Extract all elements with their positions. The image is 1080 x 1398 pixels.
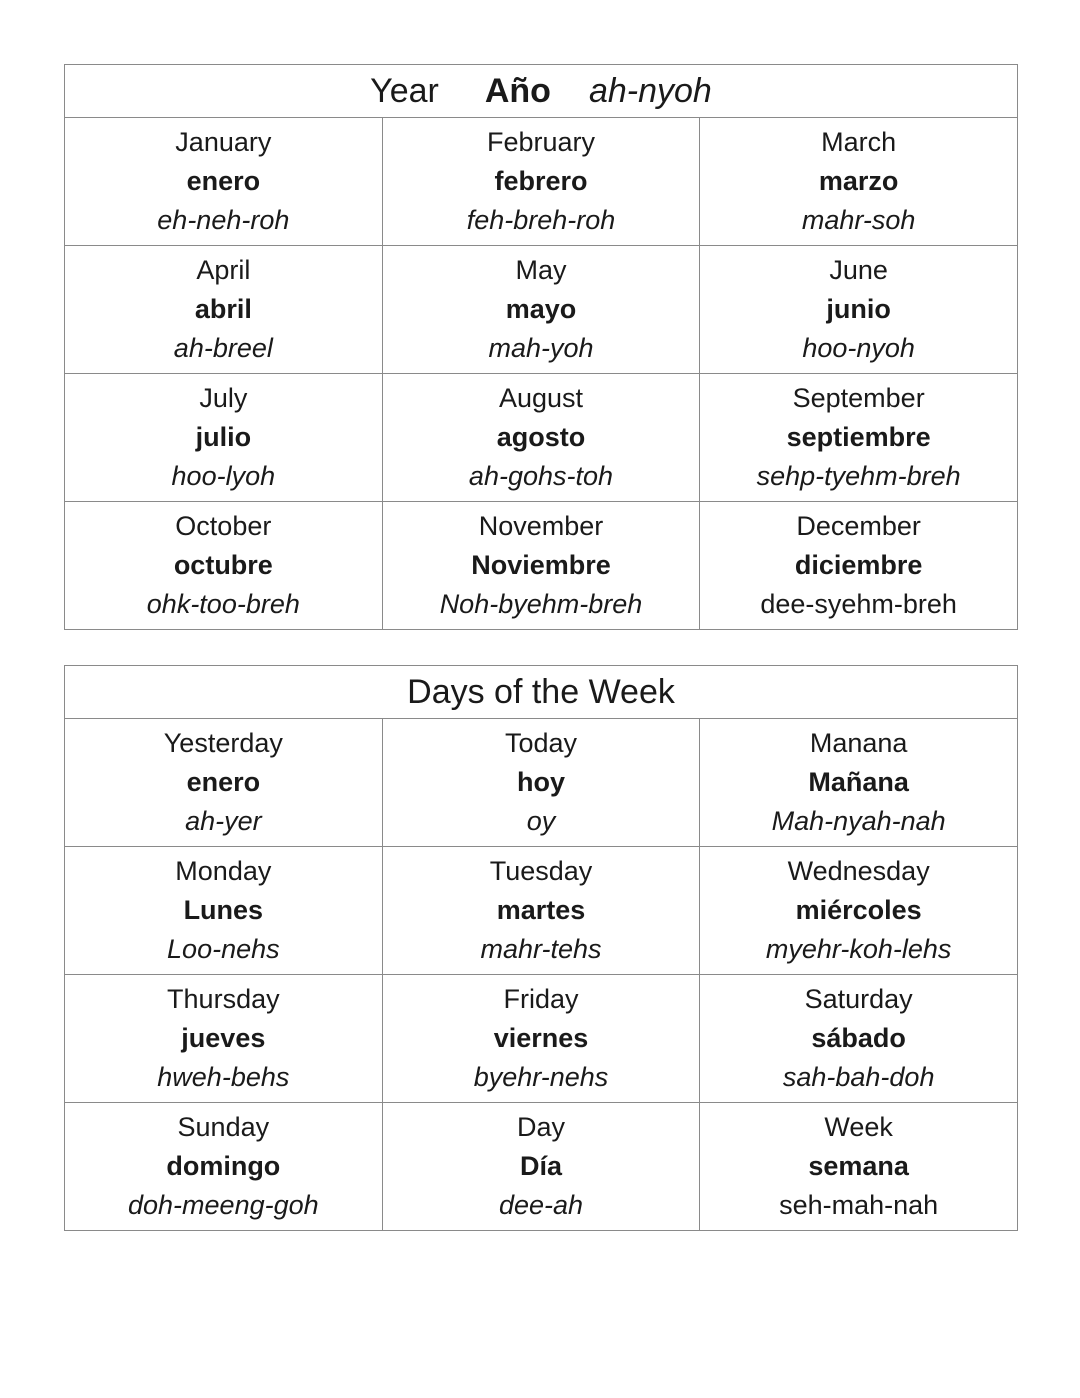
word-cell (382, 246, 700, 374)
days-row (65, 847, 1018, 975)
spanish-word: diciembre (794, 550, 923, 580)
word-cell (700, 374, 1018, 502)
spanish-word: mayo (505, 294, 577, 324)
pronunciation: mah-yoh (488, 333, 594, 363)
months-row (65, 246, 1018, 374)
english-word: January (175, 127, 272, 157)
english-word: Saturday (804, 984, 913, 1014)
spanish-word: martes (496, 895, 586, 925)
word-cell (65, 246, 383, 374)
pronunciation: dee-ah (498, 1190, 584, 1220)
pronunciation: ohk-too-breh (146, 589, 300, 619)
days-row (65, 719, 1018, 847)
word-cell (700, 118, 1018, 246)
months-table-title (65, 65, 1018, 118)
english-word: March (821, 127, 897, 157)
pronunciation: hoo-nyoh (802, 333, 915, 363)
word-cell (700, 1103, 1018, 1231)
months-table (64, 64, 1018, 630)
english-word: Sunday (177, 1112, 270, 1142)
word-cell (382, 847, 700, 975)
word-cell (700, 502, 1018, 630)
english-word: May (515, 255, 567, 285)
spanish-word: Mañana (808, 767, 909, 797)
pronunciation: hweh-behs (157, 1062, 290, 1092)
english-word: August (498, 383, 584, 413)
pronunciation: ah-breel (173, 333, 273, 363)
english-word: June (829, 255, 888, 285)
spanish-word: semana (808, 1151, 909, 1181)
months-table-header-row (65, 65, 1018, 118)
english-word: July (199, 383, 248, 413)
english-word: April (196, 255, 251, 285)
pronunciation: mahr-tehs (480, 934, 602, 964)
english-word: Thursday (167, 984, 280, 1014)
english-word: Week (824, 1112, 893, 1142)
english-word: Monday (175, 856, 272, 886)
spanish-word: enero (186, 767, 261, 797)
word-cell (382, 1103, 700, 1231)
spanish-word: hoy (516, 767, 565, 797)
english-word: October (175, 511, 272, 541)
pronunciation: sah-bah-doh (782, 1062, 935, 1092)
days-table (64, 665, 1018, 1231)
spanish-word: enero (186, 166, 261, 196)
word-cell (65, 118, 383, 246)
spanish-word: marzo (818, 166, 899, 196)
spanish-word: febrero (494, 166, 588, 196)
pronunciation: Noh-byehm-breh (439, 589, 643, 619)
word-cell (65, 847, 383, 975)
pronunciation: ah-gohs-toh (468, 461, 614, 491)
spanish-word: sábado (811, 1023, 906, 1053)
english-word: Yesterday (163, 728, 283, 758)
pronunciation: sehp-tyehm-breh (756, 461, 961, 491)
spanish-word: julio (195, 422, 252, 452)
word-cell (382, 719, 700, 847)
spanish-word: Día (519, 1151, 562, 1181)
title-spanish: Año (484, 72, 551, 110)
spanish-word: Noviembre (471, 550, 611, 580)
word-cell (700, 246, 1018, 374)
title-pronunciation: ah-nyoh (588, 72, 712, 110)
word-cell (382, 118, 700, 246)
months-row (65, 118, 1018, 246)
spanish-word: agosto (496, 422, 586, 452)
pronunciation: byehr-nehs (473, 1062, 609, 1092)
days-table-header-row (65, 666, 1018, 719)
word-cell (65, 1103, 383, 1231)
english-word: Wednesday (787, 856, 930, 886)
months-row (65, 502, 1018, 630)
pronunciation: seh-mah-nah (779, 1190, 939, 1220)
months-row (65, 374, 1018, 502)
pronunciation: mahr-soh (801, 205, 916, 235)
pronunciation: ah-yer (185, 806, 262, 836)
spanish-word: jueves (181, 1023, 266, 1053)
word-cell (382, 502, 700, 630)
word-cell (700, 847, 1018, 975)
title-english: Year (370, 72, 439, 110)
pronunciation: eh-neh-roh (157, 205, 290, 235)
english-word: December (796, 511, 921, 541)
pronunciation: feh-breh-roh (466, 205, 616, 235)
spanish-word: junio (826, 294, 891, 324)
english-word: February (486, 127, 595, 157)
english-word: Day (516, 1112, 565, 1142)
word-cell (65, 975, 383, 1103)
word-cell (65, 502, 383, 630)
spanish-word: abril (194, 294, 252, 324)
pronunciation: dee-syehm-breh (760, 589, 957, 619)
word-cell (65, 719, 383, 847)
spanish-word: viernes (493, 1023, 589, 1053)
pronunciation: oy (526, 806, 556, 836)
days-row (65, 1103, 1018, 1231)
pronunciation: doh-meeng-goh (128, 1190, 319, 1220)
spanish-word: octubre (173, 550, 273, 580)
word-cell (700, 719, 1018, 847)
english-word: Friday (503, 984, 579, 1014)
spanish-word: septiembre (786, 422, 931, 452)
days-row (65, 975, 1018, 1103)
pronunciation: Loo-nehs (167, 934, 280, 964)
word-cell (700, 975, 1018, 1103)
word-cell (65, 374, 383, 502)
word-cell (382, 975, 700, 1103)
english-word: Tuesday (489, 856, 593, 886)
spanish-word: miércoles (795, 895, 922, 925)
pronunciation: myehr-koh-lehs (765, 934, 952, 964)
english-word: November (478, 511, 604, 541)
english-word: September (792, 383, 925, 413)
word-cell (382, 374, 700, 502)
days-table-title: Days of the Week (65, 666, 1018, 719)
pronunciation: Mah-nyah-nah (771, 806, 946, 836)
english-word: Manana (809, 728, 908, 758)
english-word: Today (504, 728, 578, 758)
pronunciation: hoo-lyoh (171, 461, 276, 491)
spanish-word: domingo (166, 1151, 281, 1181)
spanish-word: Lunes (183, 895, 264, 925)
